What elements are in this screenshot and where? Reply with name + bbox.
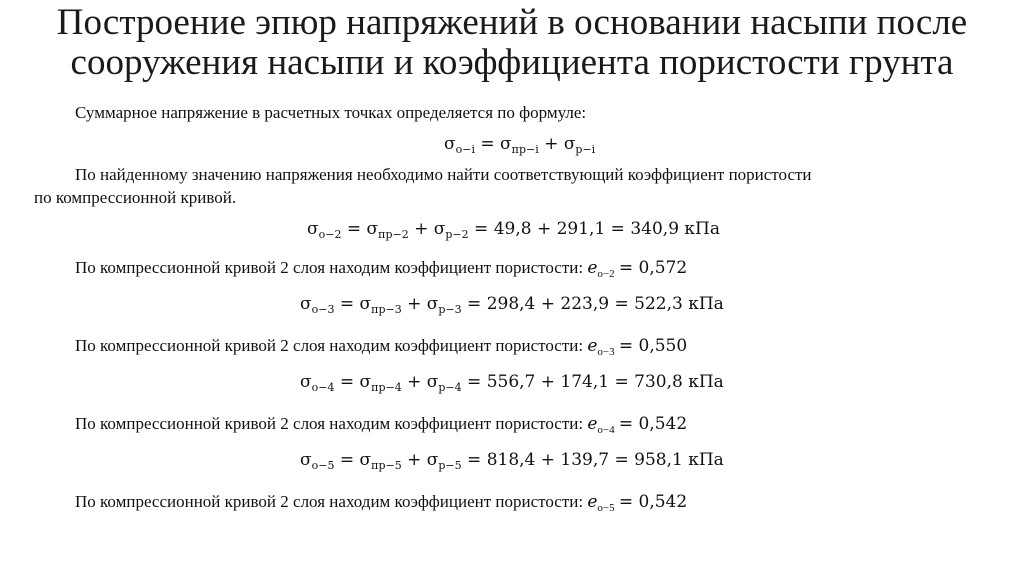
intro-text: Суммарное напряжение в расчетных точках определяется по формуле: — [75, 103, 587, 122]
void-ratio-line-2: По компрессионной кривой 2 слоя находим коэффициент пористости: $e_{о-2} = 0,572$ — [75, 258, 688, 280]
void-ratio-line-3: По компрессионной кривой 2 слоя находим коэффициент пористости: $e_{о-3} = 0,550$ — [75, 336, 688, 358]
slide-title — [0, 3, 1024, 83]
void-ratio-line-4: По компрессионной кривой 2 слоя находим коэффициент пористости: $e_{о-4} = 0,542$ — [75, 414, 688, 436]
stress-formula-3: $\sigma_{о-3} = \sigma_{пр-3} + \sigma_{р-3} = 298,4 + 223,9 = 522,3$ кПа — [300, 294, 724, 316]
general-formula: $\sigma_{о-i} = \sigma_{пр-i} + \sigma_{р-i}$ — [444, 134, 596, 156]
void-ratio-line-5: По компрессионной кривой 2 слоя находим коэффициент пористости: $e_{о-5} = 0,542$ — [75, 492, 688, 514]
stress-formula-4: $\sigma_{о-4} = \sigma_{пр-4} + \sigma_{р-4} = 556,7 + 174,1 = 730,8$ кПа — [300, 372, 724, 394]
paragraph-line-2: по компрессионной кривой. — [34, 188, 237, 207]
paragraph-line-1: По найденному значению напряжения необходимо найти соответствующий коэффициент пористости — [75, 165, 812, 184]
stress-formula-5: $\sigma_{о-5} = \sigma_{пр-5} + \sigma_{р-5} = 818,4 + 139,7 = 958,1$ кПа — [300, 450, 724, 472]
slide-title-line-2: сооружения насыпи и коэффициента пористости грунта — [70, 42, 954, 83]
slide-title-line-1: Построение эпюр напряжений в основании насыпи после — [56, 2, 968, 43]
stress-formula-2: $\sigma_{о-2} = \sigma_{пр-2} + \sigma_{р-2} = 49,8 + 291,1 = 340,9$ кПа — [307, 219, 721, 241]
